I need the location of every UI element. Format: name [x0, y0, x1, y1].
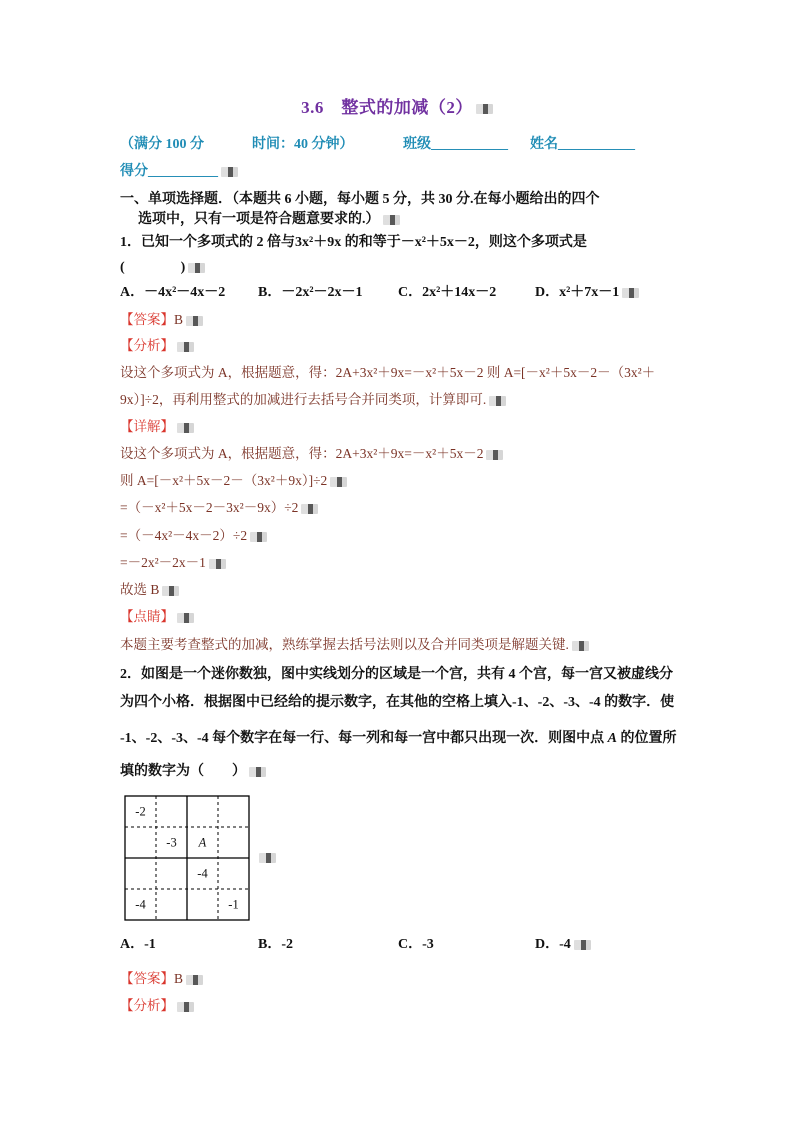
- inline-image-icon: [383, 215, 400, 225]
- sudoku-grid: [119, 790, 255, 926]
- q2-stem-line4-text: 填的数字为（ ）: [120, 764, 246, 779]
- inline-image-icon: [209, 559, 226, 569]
- q1-detail-line2: [120, 471, 347, 491]
- q1-option-d-text: D．x²＋7x－1: [535, 285, 620, 300]
- q2-option-b: B．-2: [258, 937, 293, 952]
- q2-point-a-label: A: [607, 731, 617, 746]
- q1-answer: [120, 310, 203, 330]
- q1-detail-line5: [120, 553, 226, 573]
- q1-detail-line4-text: =（－4x²－4x－2）÷2: [120, 528, 248, 543]
- q2-answer: [120, 969, 203, 989]
- inline-image-icon: [186, 316, 203, 326]
- q1-detail-line3: [120, 498, 318, 518]
- q2-analysis-heading: [120, 996, 194, 1016]
- inline-image-icon: [489, 396, 506, 406]
- section-heading-line2-text: 选项中，只有一项是符合题意要求的.）: [138, 212, 380, 227]
- q1-comment-label: 【点睛】: [120, 609, 174, 624]
- class-field: [403, 135, 508, 155]
- inline-image-icon: [177, 423, 194, 433]
- sudoku-cell-r3c3: -4: [197, 866, 208, 881]
- exam-info-row: [120, 135, 680, 155]
- q1-comment-text: 本题主要考查整式的加减，熟练掌握去括号法则以及合并同类项是解题关键.: [120, 637, 569, 652]
- q1-analysis-heading: [120, 336, 194, 356]
- section-heading-line2: [138, 210, 400, 230]
- q2-answer-value: B: [174, 971, 184, 986]
- q1-analysis-line1: 设这个多项式为 A，根据题意，得：2A+3x²＋9x=－x²＋5x－2 则 A=[－x²＋5x－2－（3x²＋: [120, 365, 656, 380]
- q1-option-b: B．－2x²－2x－1: [258, 285, 363, 300]
- q1-detail-line4: [120, 526, 267, 546]
- q1-detail-line1-text: 设这个多项式为 A，根据题意，得：2A+3x²＋9x=－x²＋5x－2: [120, 446, 484, 461]
- inline-image-icon: [162, 586, 179, 596]
- class-blank: ___________: [431, 137, 508, 152]
- q1-option-d: [535, 283, 639, 303]
- q2-stem-line4: [120, 762, 266, 782]
- q2-option-d-text: D．-4: [535, 937, 571, 952]
- sudoku-cell-r2c3: A: [198, 835, 207, 850]
- q2-option-a: A．-1: [120, 937, 156, 952]
- q1-detail-label: 【详解】: [120, 419, 174, 434]
- q1-option-c: C．2x²＋14x－2: [398, 285, 497, 300]
- q1-detail-line6: [120, 580, 179, 600]
- inline-image-icon: [188, 263, 205, 273]
- sudoku-cell-r4c4: -1: [228, 897, 239, 912]
- inline-image-icon: [574, 940, 591, 950]
- class-label: 班级: [403, 137, 431, 152]
- q2-options: [120, 935, 660, 955]
- q1-comment-heading: [120, 607, 194, 627]
- page-title-row: [0, 97, 794, 119]
- inline-image-icon: [301, 504, 318, 514]
- page-title: 3.6 整式的加减（2）: [301, 98, 473, 117]
- inline-image-icon: [177, 613, 194, 623]
- inline-image-icon: [249, 767, 266, 777]
- q2-option-c: C．-3: [398, 937, 434, 952]
- q1-comment: [120, 635, 589, 655]
- sudoku-cell-r4c1: -4: [135, 897, 146, 912]
- sudoku-cell-r2c2: -3: [166, 835, 177, 850]
- q1-answer-parens: ( ): [120, 260, 186, 275]
- q1-answer-parens-row: [120, 258, 205, 278]
- q2-stem-line3: [120, 729, 677, 749]
- q1-option-a: A．－4x²－4x－2: [120, 285, 226, 300]
- inline-image-icon: [177, 342, 194, 352]
- q2-stem-line3-pre: -1、-2、-3、-4 每个数字在每一行、每一列和每一宫中都只出现一次．则图中点: [120, 731, 608, 746]
- q1-answer-value: B: [174, 312, 184, 327]
- q1-detail-heading: [120, 417, 194, 437]
- inline-image-icon: [572, 641, 589, 651]
- inline-image-icon: [486, 450, 503, 460]
- name-field: [530, 135, 635, 155]
- inline-image-icon: [259, 853, 276, 863]
- q1-answer-label: 【答案】: [120, 312, 174, 327]
- q1-analysis-label: 【分析】: [120, 338, 174, 353]
- inline-image-icon: [250, 532, 267, 542]
- score-label: 得分: [120, 164, 148, 179]
- score-blank: __________: [148, 164, 218, 179]
- q1-analysis-line2: [120, 390, 506, 410]
- section-heading-line1: 一、单项选择题．（本题共 6 小题，每小题 5 分，共 30 分.在每小题给出的四个: [120, 192, 600, 207]
- q2-option-d: [535, 935, 591, 955]
- score-field: [120, 162, 238, 182]
- inline-image-icon: [622, 288, 639, 298]
- q2-stem-line3-post: 的位置所: [617, 731, 677, 746]
- q2-analysis-label: 【分析】: [120, 998, 174, 1013]
- name-blank: ___________: [558, 137, 635, 152]
- inline-image-icon: [221, 167, 238, 177]
- inline-image-icon: [330, 477, 347, 487]
- q1-stem: 1．已知一个多项式的 2 倍与3x²＋9x 的和等于－x²＋5x－2，则这个多项式是: [120, 235, 587, 250]
- q1-detail-line6-text: 故选 B: [120, 582, 160, 597]
- q1-options: [120, 283, 660, 303]
- name-label: 姓名: [530, 137, 558, 152]
- time-limit-text: 时间：40 分钟）: [252, 137, 354, 152]
- q1-detail-line3-text: =（－x²＋5x－2－3x²－9x）÷2: [120, 500, 299, 515]
- full-score-text: （满分 100 分: [120, 137, 204, 152]
- inline-image-icon: [177, 1002, 194, 1012]
- q1-detail-line5-text: =－2x²－2x－1: [120, 555, 206, 570]
- q2-stem-line1: 2．如图是一个迷你数独，图中实线划分的区域是一个宫，共有 4 个宫，每一宫又被虚线分: [120, 667, 673, 682]
- q1-analysis-line2-text: 9x）]÷2，再利用整式的加减进行去括号合并同类项，计算即可.: [120, 392, 487, 407]
- q2-stem-line2: 为四个小格．根据图中已经给的提示数字，在其他的空格上填入-1、-2、-3、-4 的数字．使: [120, 695, 675, 710]
- q2-answer-label: 【答案】: [120, 971, 174, 986]
- q1-detail-line2-text: 则 A=[－x²＋5x－2－（3x²＋9x）]÷2: [120, 473, 328, 488]
- sudoku-cell-r1c1: -2: [135, 804, 146, 819]
- inline-image-icon: [476, 104, 493, 114]
- inline-image-icon: [186, 975, 203, 985]
- q1-detail-line1: [120, 444, 503, 464]
